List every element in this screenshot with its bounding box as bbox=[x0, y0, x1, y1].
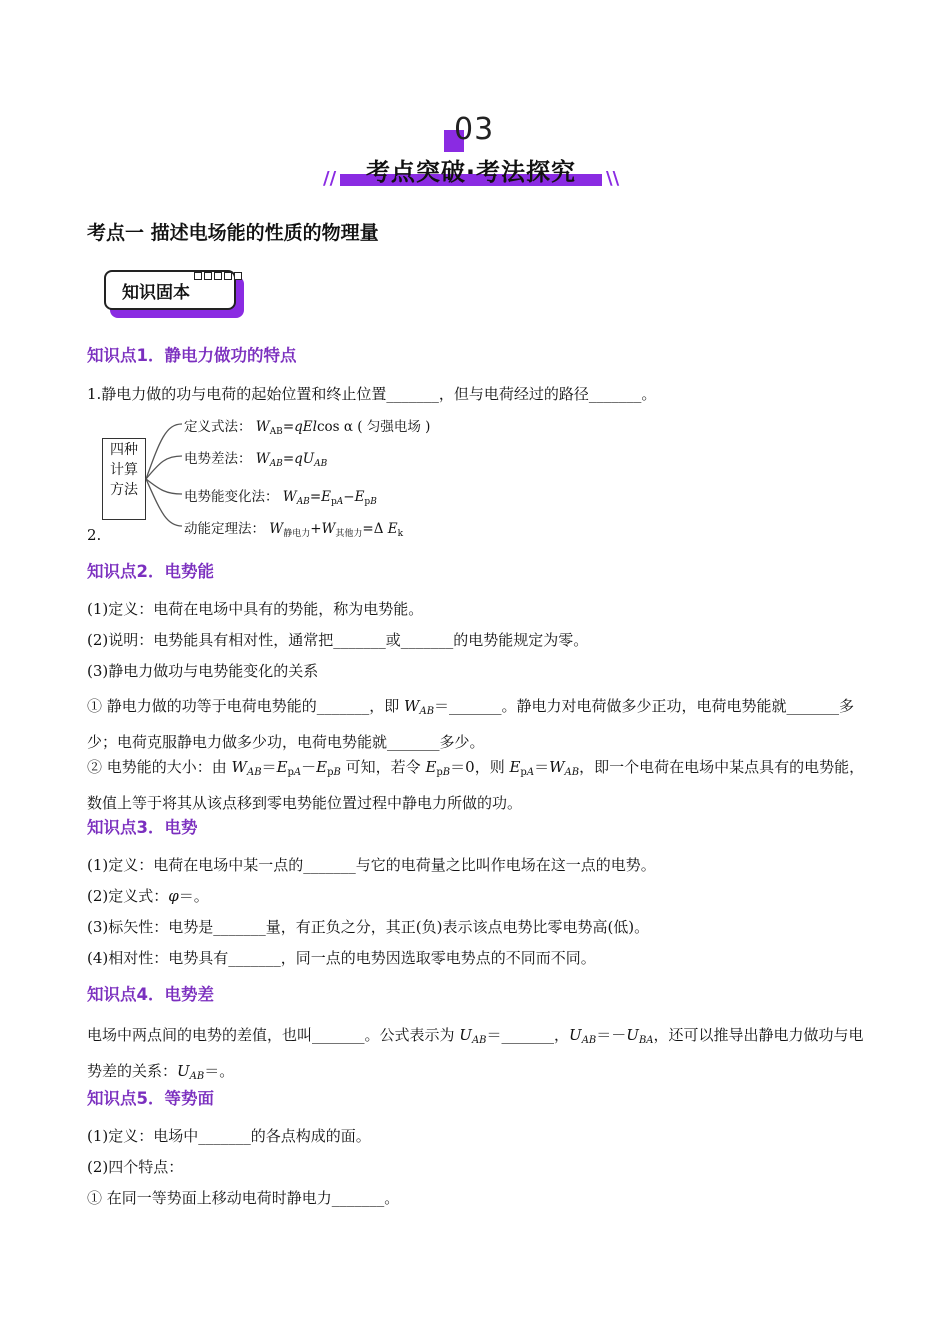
method-pd-formula: $W_{AB}=qU_{AB}$ bbox=[255, 451, 328, 469]
kp3-title: 知识点3．电势 bbox=[87, 818, 198, 837]
method-kinetic-formula: $W_{静电力}+W_{其他力}=\Delta$ $E_k$ bbox=[269, 521, 404, 539]
kp2-line5: ② 电势能的大小：由 $W_{AB}=E_{pA}-E_{pB}$ 可知，若令 $E_{pB}=0$，则 $E_{pA}=W_{AB}$，即一个电荷在电场中某点具有的电势能，数值上等于将其从该点移到零电势能位置过程中静电力所做的功。 bbox=[87, 758, 865, 812]
box-line-1: 四种 bbox=[110, 442, 138, 458]
kp1-line1: 1.静电力做的功与电荷的起始位置和终止位置_______，但与电荷经过的路径_______。 bbox=[87, 385, 657, 403]
method-definition bbox=[184, 415, 430, 437]
method-energy-change bbox=[184, 485, 377, 507]
kp3-line2: (2)定义式：φ＝。 bbox=[87, 887, 209, 905]
method-definition-formula: $W_{AB}=qElcos$ α ( 匀强电场 ) bbox=[255, 419, 431, 437]
kp1-line2: 2. bbox=[87, 526, 102, 544]
method-kinetic-label: 动能定理法： bbox=[184, 521, 265, 537]
kp2-line3: (3)静电力做功与电势能变化的关系 bbox=[87, 662, 319, 680]
kp4-line1: 电场中两点间的电势的差值，也叫_______。公式表示为 $U_{AB}=\_\_\_\_\_\_\_$，$U_{AB}=-U_{BA}$，还可以推导出静电力做功与电势差的关系：$U_{AB}=$。 bbox=[87, 1026, 864, 1082]
kp3-line4: (4)相对性：电势具有_______，同一点的电势因选取零电势点的不同而不同。 bbox=[87, 949, 596, 967]
method-energy-label: 电势能变化法： bbox=[184, 489, 279, 505]
left-slash-decoration: // bbox=[323, 168, 337, 189]
box-line-2: 计算 bbox=[110, 462, 138, 478]
kp2-line4: ① 静电力做的功等于电荷电势能的_______，即 $W_{AB}=\_\_\_\_\_\_\_$。静电力对电荷做多少正功，电荷电势能就_______多少；电荷克服静电力做多少功，电荷电势能就_______多少。 bbox=[87, 697, 855, 751]
kp2-title: 知识点2．电势能 bbox=[87, 562, 214, 581]
section-number-text: 03 bbox=[454, 112, 495, 147]
kp5-title: 知识点5．等势面 bbox=[87, 1089, 214, 1108]
kp5-line2: (2)四个特点： bbox=[87, 1158, 184, 1176]
kp1-title: 知识点1．静电力做功的特点 bbox=[87, 346, 297, 365]
badge-label: 知识固本 bbox=[122, 283, 190, 303]
kp2-line2: (2)说明：电势能具有相对性，通常把_______或_______的电势能规定为零。 bbox=[87, 631, 589, 649]
right-slash-decoration: \\ bbox=[606, 168, 620, 189]
section-number bbox=[440, 112, 510, 152]
method-energy-formula: $W_{AB}=E_{pA}-E_{pB}$ bbox=[282, 489, 377, 507]
kp4-title: 知识点4．电势差 bbox=[87, 985, 214, 1004]
kp2-line1: (1)定义：电荷在电场中具有的势能，称为电势能。 bbox=[87, 600, 424, 618]
banner-title: 考点突破·考法探究 bbox=[365, 158, 577, 186]
kp5-line1: (1)定义：电场中_______的各点构成的面。 bbox=[87, 1127, 371, 1145]
method-pd-label: 电势差法： bbox=[184, 451, 252, 467]
badge-dots bbox=[194, 265, 244, 273]
kp3-line1: (1)定义：电荷在电场中某一点的_______与它的电荷量之比叫作电场在这一点的电势。 bbox=[87, 856, 656, 874]
work-methods-diagram bbox=[100, 410, 440, 539]
knowledge-badge bbox=[104, 268, 246, 320]
section-banner bbox=[340, 152, 602, 190]
method-definition-label: 定义式法： bbox=[184, 419, 252, 435]
topic-title: 考点一 描述电场能的性质的物理量 bbox=[87, 222, 379, 244]
kp3-line3: (3)标矢性：电势是_______量，有正负之分，其正(负)表示该点电势比零电势高(低)。 bbox=[87, 918, 650, 936]
method-potential-difference bbox=[184, 447, 327, 469]
box-line-3: 方法 bbox=[110, 482, 138, 498]
kp5-line3: ① 在同一等势面上移动电荷时静电力_______。 bbox=[87, 1189, 400, 1207]
